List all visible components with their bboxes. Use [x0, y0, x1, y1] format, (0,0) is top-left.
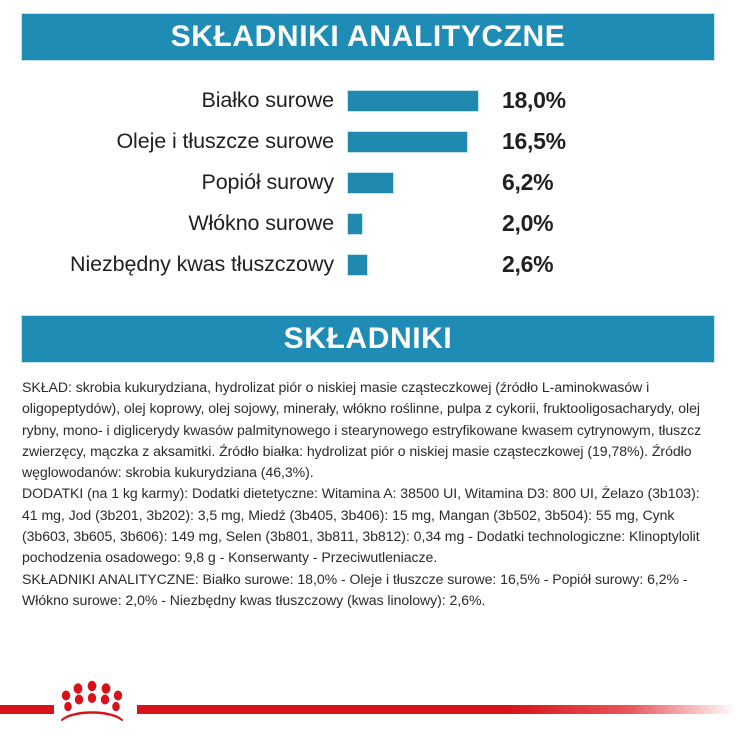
- chart-value-label: 18,0%: [502, 87, 566, 113]
- chart-row-label: Włókno surowe: [188, 211, 334, 235]
- chart-value-label: 2,6%: [502, 251, 554, 277]
- chart-bar: [348, 255, 367, 275]
- ingredients-paragraph: SKŁADNIKI ANALITYCZNE: Białko surowe: 18,0% - Oleje i tłuszcze surowe: 16,5% - Popiół surowy: 6,2% - Włókno surowe: 2,0% - Niezbędny kwas tłuszczowy (kwas linolowy): 2,6%.: [22, 570, 688, 608]
- chart-bar-track: [348, 214, 493, 234]
- chart-bar-track: [348, 173, 493, 193]
- ingredients-paragraph: DODATKI (na 1 kg karmy): Dodatki dietetyczne: Witamina A: 38500 UI, Witamina D3: 800 UI, Żelazo (3b103): 41 mg, Jod (3b201, 3b202): 3,5 mg, Miedź (3b405, 3b406): 15 mg, Mangan (3b502, 3b504): 55 mg, Cynk (3b603, 3b605, 3b606): 149 mg, Selen (3b801, 3b811, 3b812): 0,34 mg - Dodatki technologiczne: Klinoptylolit pochodzenia osadowego: 9,8 g - Konserwanty - Przeciwutleniacze.: [22, 485, 700, 566]
- chart-row: [0, 121, 736, 162]
- chart-row-label: Niezbędny kwas tłuszczowy: [70, 252, 334, 276]
- chart-row: [0, 203, 736, 244]
- chart-bar: [348, 173, 393, 193]
- chart-row-label: Białko surowe: [201, 88, 334, 112]
- chart-row-label: Oleje i tłuszcze surowe: [116, 129, 334, 153]
- chart-bar-track: [348, 255, 493, 275]
- ingredients-title: SKŁADNIKI: [283, 322, 453, 355]
- chart-bar-track: [348, 132, 493, 152]
- chart-bar-track: [348, 91, 493, 111]
- footer: [0, 670, 736, 736]
- chart-bar: [348, 132, 467, 152]
- ingredients-text-block: [22, 377, 716, 611]
- chart-bar: [348, 214, 362, 234]
- analytical-constituents-banner: [22, 14, 714, 60]
- ingredients-paragraph: SKŁAD: skrobia kukurydziana, hydrolizat piór o niskiej masie cząsteczkowej (źródło L-aminokwasów i oligopeptydów), olej koprowy, olej sojowy, minerały, włókno roślinne, pulpa z cykorii, fruktooligosacharydy, olej rybny, mono- i diglicerydy kwasów palmitynowego i stearynowego estryfikowane kwasem cytrynowym, tłuszcz zwierzęcy, mączka z aksamitki. Źródło białka: hydrolizat piór o niskiej masie cząsteczkowej (19,78%). Źródło węglowodanów: skrobia kukurydziana (46,3%).: [22, 379, 702, 481]
- chart-row: [0, 80, 736, 121]
- chart-value-label: 16,5%: [502, 128, 566, 154]
- brand-rule-left: [0, 705, 54, 714]
- chart-row-label: Popiół surowy: [201, 170, 334, 194]
- brand-rule-right: [137, 705, 736, 714]
- ingredients-banner: [22, 316, 714, 362]
- chart-value-label: 2,0%: [502, 210, 554, 236]
- chart-row: [0, 162, 736, 203]
- chart-row: [0, 244, 736, 285]
- chart-value-label: 6,2%: [502, 169, 554, 195]
- analytical-constituents-chart: [0, 80, 736, 285]
- chart-bar: [348, 91, 478, 111]
- royal-canin-crown-logo-icon: [52, 678, 132, 726]
- analytical-constituents-title: SKŁADNIKI ANALITYCZNE: [170, 20, 566, 53]
